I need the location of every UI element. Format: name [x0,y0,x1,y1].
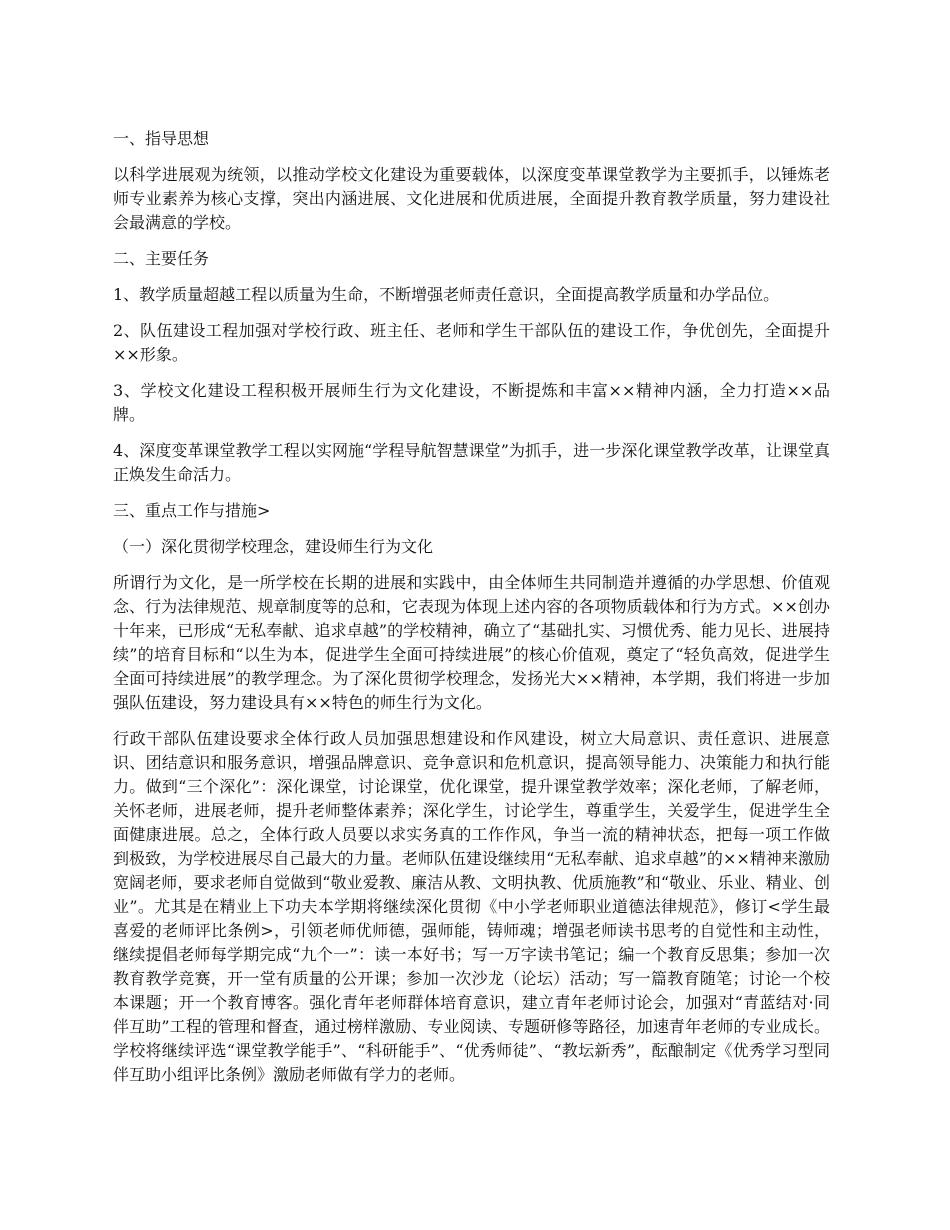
paragraph-team-building: 行政干部队伍建设要求全体行政人员加强思想建设和作风建设，树立大局意识、责任意识、进展意识、团结意识和服务意识，增强品牌意识、竞争意识和危机意识，提高领导能力、决策能力和执行能力。做到“三个深化”：深化课堂，讨论课堂，优化课堂，提升课堂教学效率；深化老师，了解老师，关怀老师，进展老师，提升老师整体素养；深化学生，讨论学生，尊重学生，关爱学生，促进学生全面健康进展。总之，全体行政人员要以求实务真的工作作风，争当一流的精神状态，把每一项工作做到极致，为学校进展尽自己最大的力量。老师队伍建设继续用“无私奉献、追求卓越”的××精神来激励宽阔老师，要求老师自觉做到“敬业爱教、廉洁从教、文明执教、优质施教”和“敬业、乐业、精业、创业”。尤其是在精业上下功夫本学期将继续深化贯彻《中小学老师职业道德法律规范》，修订<学生最喜爱的老师评比条例>，引领老师优师德，强师能，铸师魂；增强老师读书思考的自觉性和主动性，继续提倡老师每学期完成“九个一”：读一本好书；写一万字读书笔记；编一个教育反思集；参加一次教育教学竞赛，开一堂有质量的公开课；参加一次沙龙（论坛）活动；写一篇教育随笔；讨论一个校本课题；开一个教育博客。强化青年老师群体培育意识，建立青年老师讨论会，加强对“青蓝结对·同伴互助”工程的管理和督查，通过榜样激励、专业阅读、专题研修等路径，加速青年老师的专业成长。学校将继续评选“课堂教学能手”、“科研能手”、“优秀师徒”、“教坛新秀”，酝酿制定《优秀学习型同伴互助小组评比条例》激励老师做有学力的老师。 [113,729,830,1084]
task-item-1: 1、教学质量超越工程以质量为生命，不断增强老师责任意识，全面提高教学质量和办学品位。 [113,285,780,304]
section-heading-main-tasks: 二、主要任务 [113,249,210,268]
paragraph-guiding-ideology: 以科学进展观为统领，以推动学校文化建设为重要载体，以深度变革课堂教学为主要抓手，以锤炼老师专业素养为核心支撑，突出内涵进展、文化进展和优质进展，全面提升教育教学质量，努力建设社会最满意的学校。 [113,165,830,232]
task-item-2: 2、队伍建设工程加强对学校行政、班主任、老师和学生干部队伍的建设工作，争优创先，全面提升××形象。 [113,321,830,364]
paragraph-behavior-culture: 所谓行为文化，是一所学校在长期的进展和实践中，由全体师生共同制造并遵循的办学思想、价值观念、行为法律规范、规章制度等的总和，它表现为体现上述内容的各项物质载体和行为方式。××创办十年来，已形成“无私奉献、追求卓越”的学校精神，确立了“基础扎实、习惯优秀、能力见长、进展持续”的培育目标和“以生为本，促进学生全面可持续进展”的核心价值观，奠定了“轻负高效，促进学生全面可持续进展”的教学理念。为了深化贯彻学校理念，发扬光大××精神，本学期，我们将进一步加强队伍建设，努力建设具有××特色的师生行为文化。 [113,573,830,712]
task-item-3: 3、学校文化建设工程积极开展师生行为文化建设，不断提炼和丰富××精神内涵，全力打造××品牌。 [113,381,830,424]
section-heading-guiding-ideology: 一、指导思想 [113,129,210,148]
task-item-4: 4、深度变革课堂教学工程以实网施“学程导航智慧课堂”为抓手，进一步深化课堂教学改革，让课堂真正焕发生命活力。 [113,441,830,484]
subsection-heading-behavior-culture: （一）深化贯彻学校理念，建设师生行为文化 [113,537,434,556]
section-heading-key-work: 三、重点工作与措施> [113,501,271,520]
